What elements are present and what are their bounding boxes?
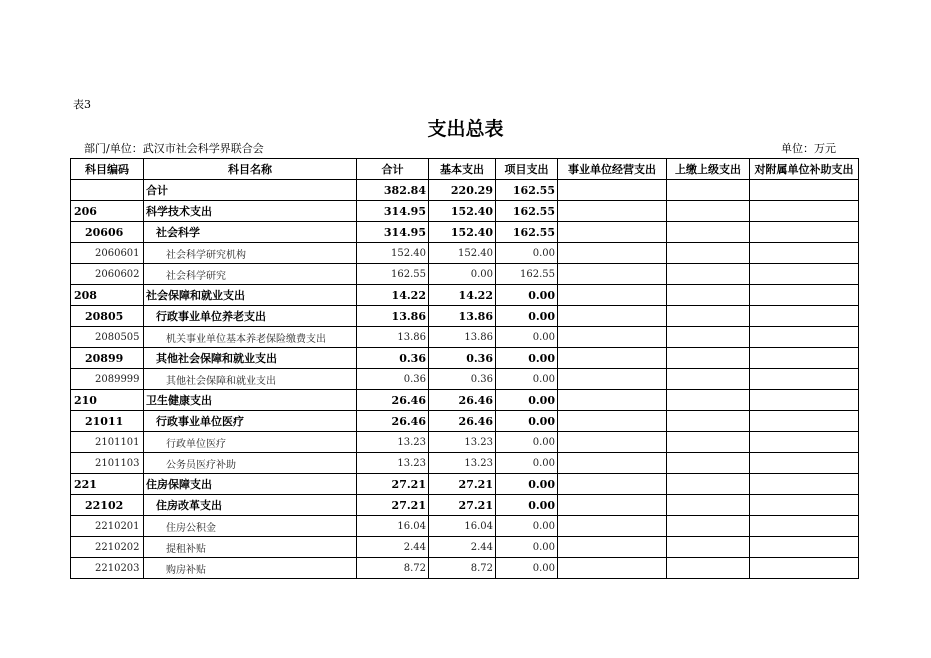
cell-subsidy	[750, 369, 859, 390]
header-basic: 基本支出	[429, 159, 496, 180]
cell-code: 2089999	[71, 369, 144, 390]
cell-upper	[667, 201, 750, 222]
cell-upper	[667, 348, 750, 369]
cell-name: 科学技术支出	[144, 201, 357, 222]
cell-project: 0.00	[496, 327, 558, 348]
cell-project: 0.00	[496, 369, 558, 390]
cell-business	[558, 306, 667, 327]
cell-project: 0.00	[496, 432, 558, 453]
cell-basic: 27.21	[429, 474, 496, 495]
cell-basic: 13.86	[429, 306, 496, 327]
department-label: 部门/单位：武汉市社会科学界联合会	[84, 142, 264, 155]
cell-name: 合计	[144, 180, 357, 201]
cell-code: 2210203	[71, 558, 144, 579]
cell-total: 16.04	[357, 516, 429, 537]
cell-subsidy	[750, 537, 859, 558]
cell-total: 26.46	[357, 411, 429, 432]
cell-upper	[667, 432, 750, 453]
table-row	[71, 180, 859, 201]
cell-basic: 0.00	[429, 264, 496, 285]
cell-upper	[667, 558, 750, 579]
cell-business	[558, 474, 667, 495]
cell-business	[558, 390, 667, 411]
table-row	[71, 453, 859, 474]
cell-business	[558, 411, 667, 432]
cell-upper	[667, 474, 750, 495]
table-row	[71, 495, 859, 516]
cell-subsidy	[750, 495, 859, 516]
header-upper: 上缴上级支出	[667, 159, 750, 180]
cell-code: 210	[71, 390, 144, 411]
table-row	[71, 243, 859, 264]
cell-business	[558, 285, 667, 306]
cell-project: 0.00	[496, 516, 558, 537]
cell-name: 其他社会保障和就业支出	[144, 369, 357, 390]
cell-name: 住房改革支出	[144, 495, 357, 516]
cell-total: 152.40	[357, 243, 429, 264]
cell-business	[558, 264, 667, 285]
cell-business	[558, 537, 667, 558]
cell-upper	[667, 495, 750, 516]
table-row	[71, 516, 859, 537]
cell-name: 行政事业单位养老支出	[144, 306, 357, 327]
cell-name: 其他社会保障和就业支出	[144, 348, 357, 369]
table-row	[71, 285, 859, 306]
table-row	[71, 432, 859, 453]
cell-business	[558, 453, 667, 474]
cell-subsidy	[750, 222, 859, 243]
cell-total: 13.23	[357, 432, 429, 453]
cell-subsidy	[750, 453, 859, 474]
cell-total: 8.72	[357, 558, 429, 579]
cell-name: 社会科学研究	[144, 264, 357, 285]
cell-business	[558, 495, 667, 516]
table-header-row	[71, 159, 859, 180]
cell-basic: 13.23	[429, 432, 496, 453]
cell-business	[558, 201, 667, 222]
table-body	[71, 180, 859, 579]
cell-project: 0.00	[496, 474, 558, 495]
cell-upper	[667, 411, 750, 432]
cell-code	[71, 180, 144, 201]
table-row	[71, 306, 859, 327]
cell-business	[558, 222, 667, 243]
cell-subsidy	[750, 201, 859, 222]
cell-name: 机关事业单位基本养老保险缴费支出	[144, 327, 357, 348]
cell-subsidy	[750, 411, 859, 432]
cell-code: 20805	[71, 306, 144, 327]
cell-total: 0.36	[357, 369, 429, 390]
cell-basic: 152.40	[429, 222, 496, 243]
cell-name: 住房公积金	[144, 516, 357, 537]
table-row	[71, 474, 859, 495]
cell-upper	[667, 180, 750, 201]
cell-basic: 14.22	[429, 285, 496, 306]
cell-project: 0.00	[496, 453, 558, 474]
cell-subsidy	[750, 390, 859, 411]
table-row	[71, 390, 859, 411]
cell-total: 13.23	[357, 453, 429, 474]
cell-total: 2.44	[357, 537, 429, 558]
cell-name: 卫生健康支出	[144, 390, 357, 411]
table-row	[71, 201, 859, 222]
cell-total: 382.84	[357, 180, 429, 201]
cell-upper	[667, 222, 750, 243]
cell-code: 2080505	[71, 327, 144, 348]
cell-name: 行政事业单位医疗	[144, 411, 357, 432]
cell-upper	[667, 516, 750, 537]
cell-name: 社会保障和就业支出	[144, 285, 357, 306]
cell-total: 27.21	[357, 495, 429, 516]
table-row	[71, 348, 859, 369]
table-row	[71, 264, 859, 285]
cell-name: 行政单位医疗	[144, 432, 357, 453]
page-title: 支出总表	[427, 118, 504, 140]
cell-project: 0.00	[496, 495, 558, 516]
cell-subsidy	[750, 180, 859, 201]
cell-business	[558, 369, 667, 390]
cell-basic: 13.23	[429, 453, 496, 474]
cell-subsidy	[750, 264, 859, 285]
cell-basic: 27.21	[429, 495, 496, 516]
cell-total: 27.21	[357, 474, 429, 495]
cell-code: 20899	[71, 348, 144, 369]
cell-subsidy	[750, 243, 859, 264]
cell-name: 提租补贴	[144, 537, 357, 558]
cell-upper	[667, 369, 750, 390]
cell-subsidy	[750, 474, 859, 495]
header-business: 事业单位经营支出	[558, 159, 667, 180]
cell-total: 162.55	[357, 264, 429, 285]
cell-total: 26.46	[357, 390, 429, 411]
cell-project: 162.55	[496, 201, 558, 222]
cell-basic: 8.72	[429, 558, 496, 579]
cell-subsidy	[750, 432, 859, 453]
cell-project: 0.00	[496, 558, 558, 579]
cell-project: 162.55	[496, 264, 558, 285]
cell-code: 206	[71, 201, 144, 222]
cell-upper	[667, 243, 750, 264]
table-row	[71, 222, 859, 243]
table-row	[71, 558, 859, 579]
cell-business	[558, 327, 667, 348]
cell-business	[558, 432, 667, 453]
cell-code: 2060602	[71, 264, 144, 285]
cell-project: 162.55	[496, 180, 558, 201]
cell-basic: 13.86	[429, 327, 496, 348]
header-total: 合计	[357, 159, 429, 180]
cell-project: 162.55	[496, 222, 558, 243]
cell-business	[558, 558, 667, 579]
cell-upper	[667, 285, 750, 306]
cell-code: 2101101	[71, 432, 144, 453]
cell-total: 314.95	[357, 222, 429, 243]
cell-code: 2060601	[71, 243, 144, 264]
cell-subsidy	[750, 327, 859, 348]
cell-project: 0.00	[496, 390, 558, 411]
cell-business	[558, 180, 667, 201]
cell-code: 208	[71, 285, 144, 306]
cell-project: 0.00	[496, 411, 558, 432]
header-project: 项目支出	[496, 159, 558, 180]
cell-code: 2210201	[71, 516, 144, 537]
cell-upper	[667, 306, 750, 327]
header-name: 科目名称	[144, 159, 357, 180]
cell-total: 13.86	[357, 306, 429, 327]
cell-code: 20606	[71, 222, 144, 243]
cell-code: 221	[71, 474, 144, 495]
header-subsidy: 对附属单位补助支出	[750, 159, 859, 180]
cell-total: 0.36	[357, 348, 429, 369]
cell-code: 21011	[71, 411, 144, 432]
cell-project: 0.00	[496, 243, 558, 264]
table-row	[71, 327, 859, 348]
cell-basic: 26.46	[429, 390, 496, 411]
cell-subsidy	[750, 348, 859, 369]
table-row	[71, 537, 859, 558]
cell-name: 社会科学	[144, 222, 357, 243]
cell-code: 22102	[71, 495, 144, 516]
cell-upper	[667, 390, 750, 411]
cell-project: 0.00	[496, 537, 558, 558]
cell-basic: 2.44	[429, 537, 496, 558]
cell-project: 0.00	[496, 348, 558, 369]
table-row	[71, 411, 859, 432]
cell-name: 住房保障支出	[144, 474, 357, 495]
cell-basic: 16.04	[429, 516, 496, 537]
cell-basic: 152.40	[429, 201, 496, 222]
header-code: 科目编码	[71, 159, 144, 180]
cell-basic: 220.29	[429, 180, 496, 201]
cell-business	[558, 243, 667, 264]
unit-label: 单位：万元	[781, 142, 836, 155]
cell-name: 购房补贴	[144, 558, 357, 579]
cell-name: 公务员医疗补助	[144, 453, 357, 474]
table-row	[71, 369, 859, 390]
cell-upper	[667, 453, 750, 474]
cell-project: 0.00	[496, 285, 558, 306]
cell-total: 314.95	[357, 201, 429, 222]
cell-subsidy	[750, 306, 859, 327]
cell-upper	[667, 537, 750, 558]
cell-basic: 152.40	[429, 243, 496, 264]
cell-code: 2210202	[71, 537, 144, 558]
expenditure-table	[70, 158, 859, 579]
cell-code: 2101103	[71, 453, 144, 474]
cell-business	[558, 348, 667, 369]
cell-subsidy	[750, 558, 859, 579]
cell-business	[558, 516, 667, 537]
cell-basic: 0.36	[429, 369, 496, 390]
table-number: 表3	[73, 98, 91, 111]
cell-basic: 0.36	[429, 348, 496, 369]
cell-subsidy	[750, 516, 859, 537]
cell-basic: 26.46	[429, 411, 496, 432]
cell-project: 0.00	[496, 306, 558, 327]
cell-upper	[667, 264, 750, 285]
cell-upper	[667, 327, 750, 348]
cell-name: 社会科学研究机构	[144, 243, 357, 264]
cell-total: 13.86	[357, 327, 429, 348]
cell-total: 14.22	[357, 285, 429, 306]
cell-subsidy	[750, 285, 859, 306]
